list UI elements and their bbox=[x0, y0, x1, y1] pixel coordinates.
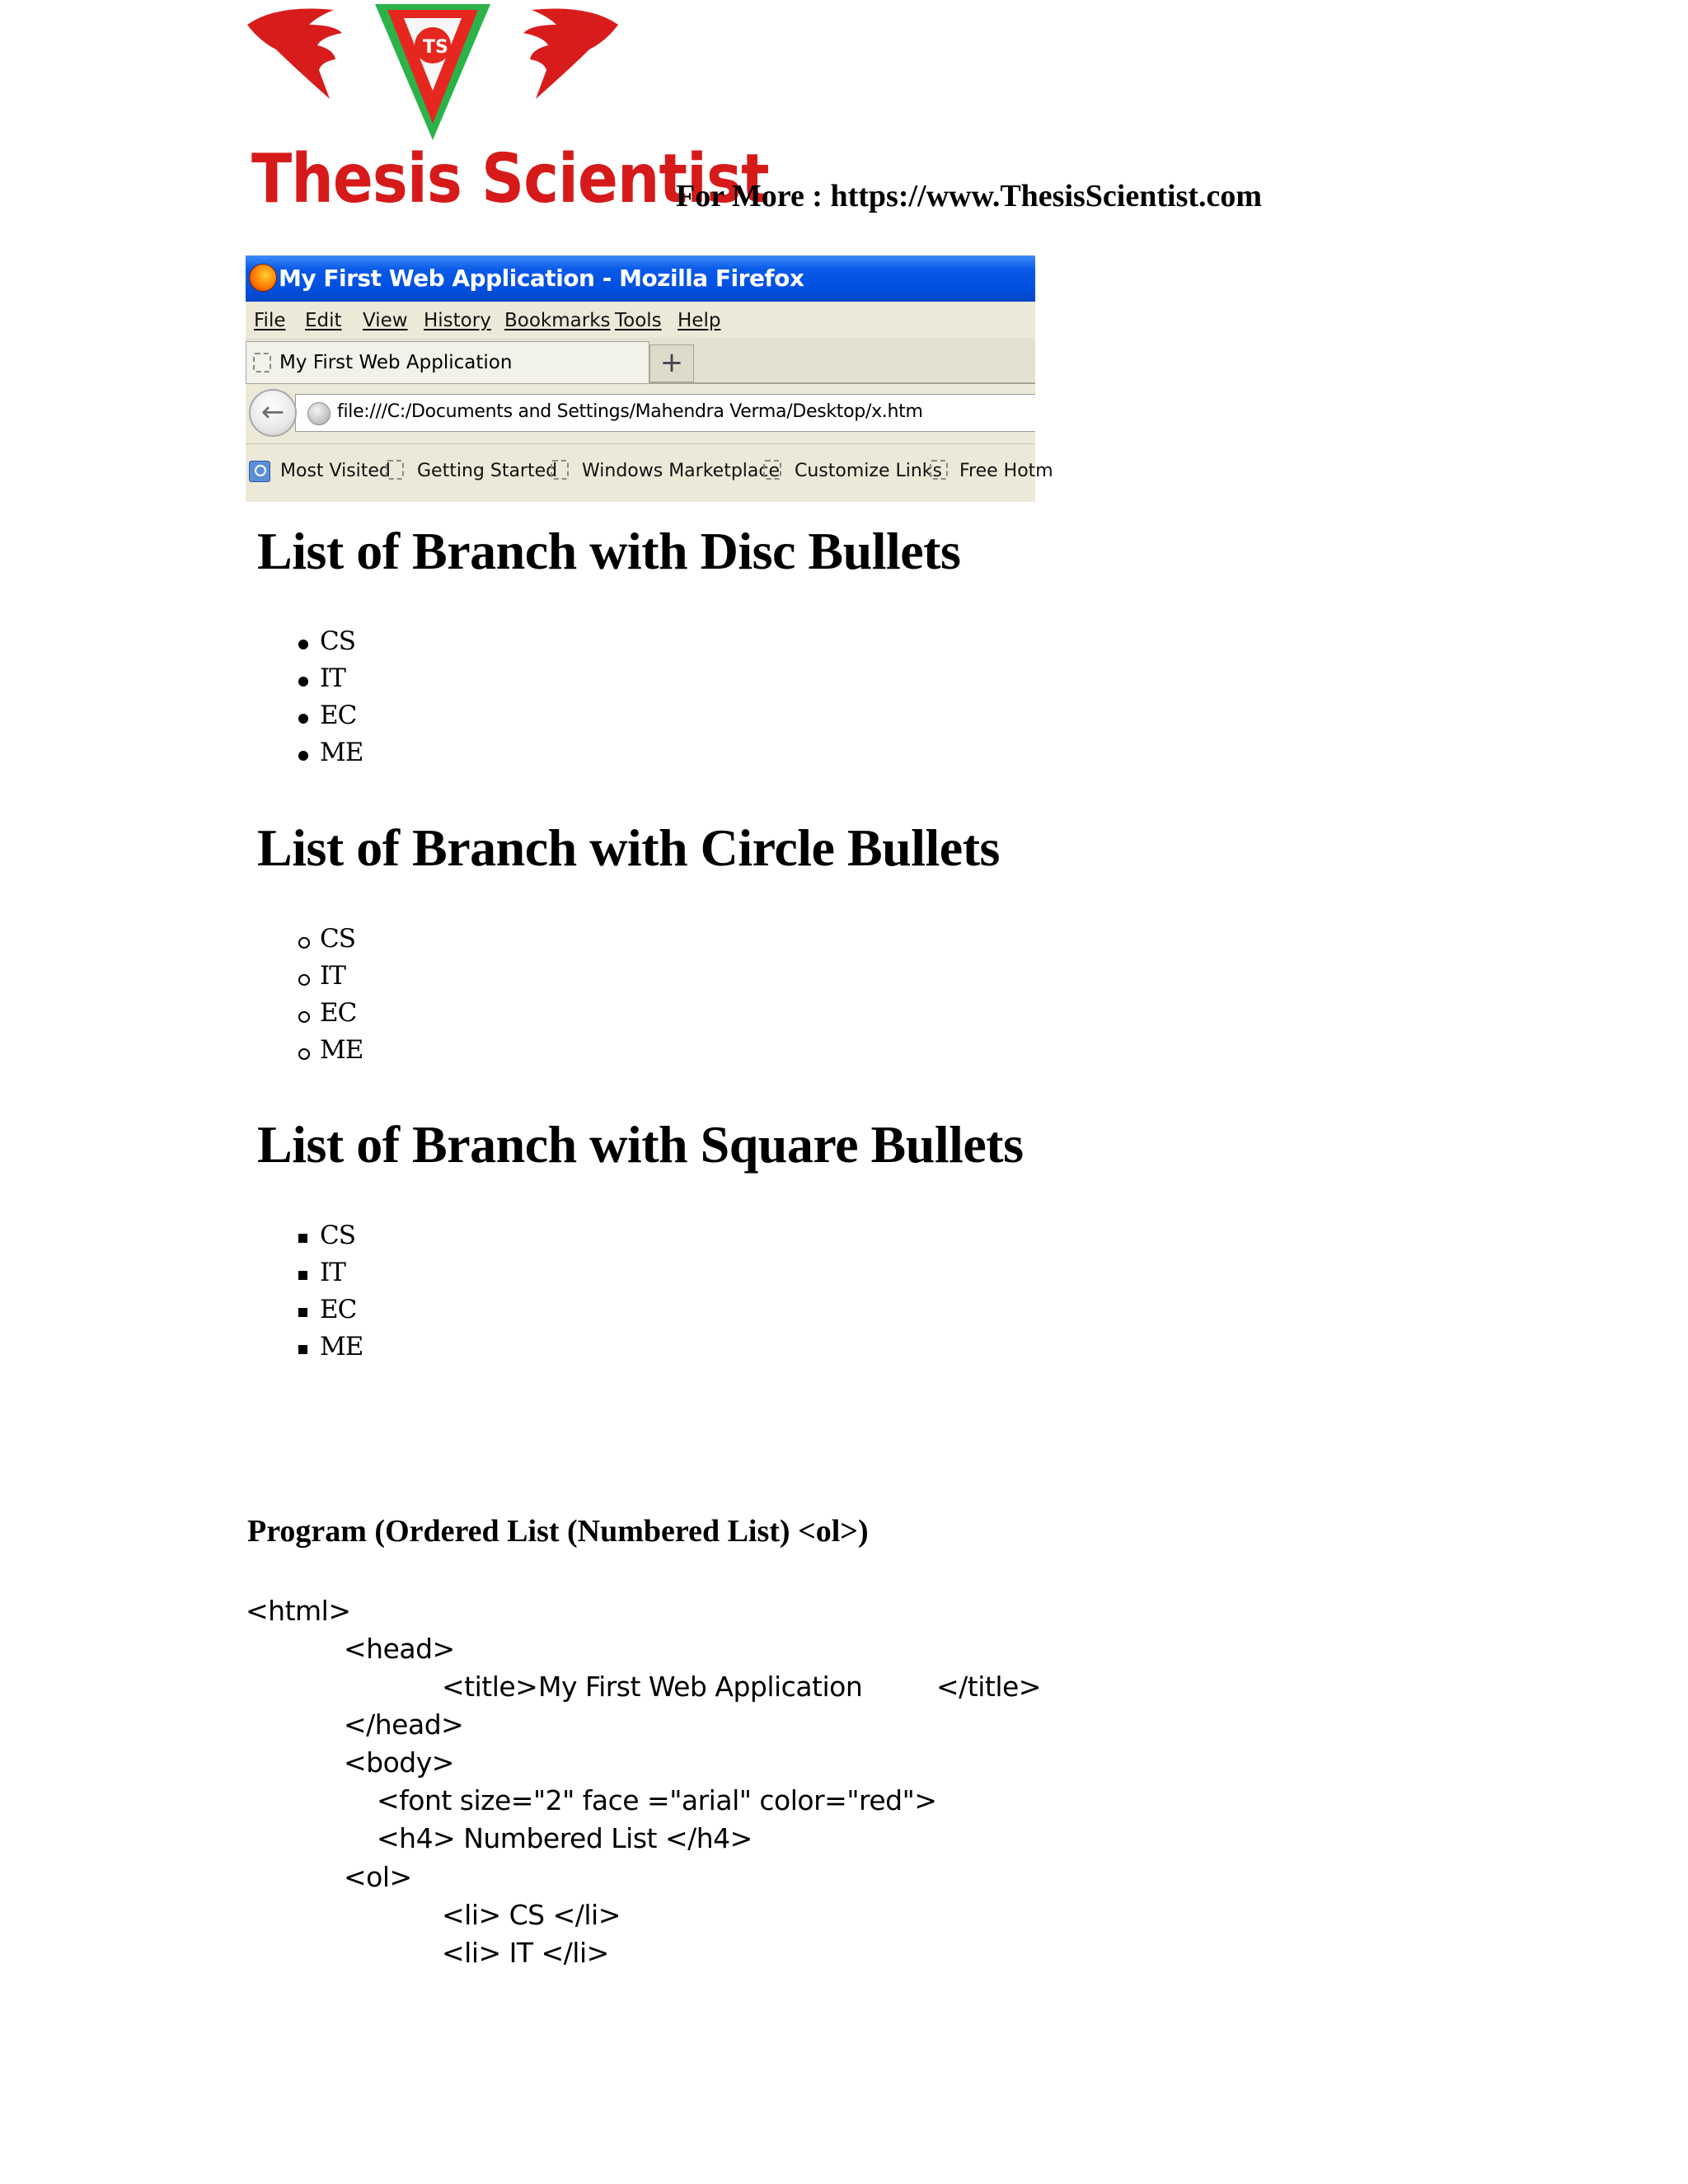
tab-my-first-web-application[interactable] bbox=[246, 341, 649, 383]
heading-disc-bullets: List of Branch with Disc Bullets bbox=[257, 522, 961, 580]
for-more-link[interactable]: For More : https://www.ThesisScientist.com bbox=[676, 179, 1263, 213]
logo-text: Thesis Scientist bbox=[251, 140, 769, 218]
title-bar bbox=[246, 255, 1035, 302]
circle-bullet-icon bbox=[298, 974, 310, 986]
code-line: <li> IT </li> bbox=[442, 1937, 609, 1969]
tab-label: My First Web Application bbox=[279, 352, 513, 373]
disc-bullet-icon bbox=[298, 640, 308, 649]
list-item: IT bbox=[320, 1258, 345, 1287]
page-icon bbox=[930, 460, 948, 480]
list-item: CS bbox=[320, 1221, 355, 1250]
menu-history[interactable]: History bbox=[424, 310, 491, 331]
list-item: ME bbox=[320, 738, 363, 767]
code-line: </title> bbox=[936, 1671, 1041, 1703]
navigation-bar bbox=[246, 384, 1035, 442]
list-item: IT bbox=[320, 961, 345, 991]
code-line: <ol> bbox=[344, 1861, 412, 1893]
logo-emblem-icon bbox=[243, 0, 622, 148]
globe-icon bbox=[307, 402, 331, 425]
page-icon bbox=[386, 460, 404, 480]
square-bullet-icon bbox=[298, 1271, 307, 1280]
heading-circle-bullets: List of Branch with Circle Bullets bbox=[257, 818, 1000, 877]
menu-help[interactable]: Help bbox=[678, 310, 721, 331]
disc-bullet-icon bbox=[298, 751, 308, 761]
bookmarks-toolbar bbox=[246, 443, 1053, 502]
circle-bullet-icon bbox=[298, 1011, 310, 1023]
code-line: <li> CS </li> bbox=[442, 1899, 621, 1931]
list-item: EC bbox=[320, 701, 357, 730]
square-bullet-icon bbox=[298, 1345, 307, 1354]
list-item: CS bbox=[320, 924, 355, 954]
most-visited-icon bbox=[249, 461, 270, 482]
list-item: ME bbox=[320, 1035, 363, 1065]
back-button[interactable]: ← bbox=[249, 389, 297, 437]
address-bar[interactable] bbox=[295, 394, 1035, 432]
circle-bullet-icon bbox=[298, 937, 310, 949]
list-item: EC bbox=[320, 998, 357, 1028]
square-bullet-icon bbox=[298, 1234, 307, 1243]
code-line: <body> bbox=[344, 1746, 454, 1779]
code-line: <html> bbox=[246, 1595, 351, 1627]
window-title: My First Web Application - Mozilla Firefox bbox=[279, 265, 804, 292]
menu-view[interactable]: View bbox=[363, 310, 408, 331]
program-title: Program (Ordered List (Numbered List) <ol>) bbox=[247, 1514, 869, 1549]
bookmark-getting-started[interactable]: Getting Started bbox=[417, 461, 558, 481]
bookmark-customize-links[interactable]: Customize Links bbox=[795, 461, 942, 481]
menu-bar bbox=[246, 302, 1035, 338]
svg-text:TS: TS bbox=[423, 37, 448, 58]
firefox-icon bbox=[249, 264, 277, 292]
menu-tools[interactable]: Tools bbox=[615, 310, 662, 331]
url-text: file:///C:/Documents and Settings/Mahendra Verma/Desktop/x.htm bbox=[337, 401, 923, 422]
disc-bullet-icon bbox=[298, 677, 308, 687]
bookmark-most-visited[interactable]: Most Visited bbox=[280, 461, 391, 481]
circle-bullet-icon bbox=[298, 1048, 310, 1060]
code-line: My First Web Application bbox=[538, 1671, 863, 1703]
new-tab-button[interactable]: + bbox=[649, 344, 694, 382]
page-icon bbox=[253, 353, 271, 373]
menu-edit[interactable]: Edit bbox=[305, 310, 342, 331]
menu-bookmarks[interactable]: Bookmarks bbox=[504, 310, 611, 331]
bookmark-free-hotmail[interactable]: Free Hotm bbox=[959, 461, 1053, 481]
code-line: <head> bbox=[344, 1633, 455, 1665]
code-line: <font size="2" face ="arial" color="red"> bbox=[377, 1784, 937, 1816]
heading-square-bullets: List of Branch with Square Bullets bbox=[257, 1115, 1024, 1174]
list-item: EC bbox=[320, 1295, 357, 1324]
list-item: IT bbox=[320, 663, 345, 693]
list-item: CS bbox=[320, 626, 355, 656]
code-line: <title> bbox=[442, 1671, 538, 1703]
list-item: ME bbox=[320, 1332, 363, 1361]
bookmark-windows-marketplace[interactable]: Windows Marketplace bbox=[582, 461, 781, 481]
tab-strip bbox=[246, 338, 1035, 384]
page-icon bbox=[763, 460, 781, 480]
square-bullet-icon bbox=[298, 1308, 307, 1317]
menu-file[interactable]: File bbox=[254, 310, 286, 331]
page-icon bbox=[551, 460, 569, 480]
disc-bullet-icon bbox=[298, 714, 308, 724]
code-line: <h4> Numbered List </h4> bbox=[377, 1822, 753, 1854]
code-line: </head> bbox=[344, 1708, 464, 1741]
browser-window bbox=[246, 255, 1053, 501]
